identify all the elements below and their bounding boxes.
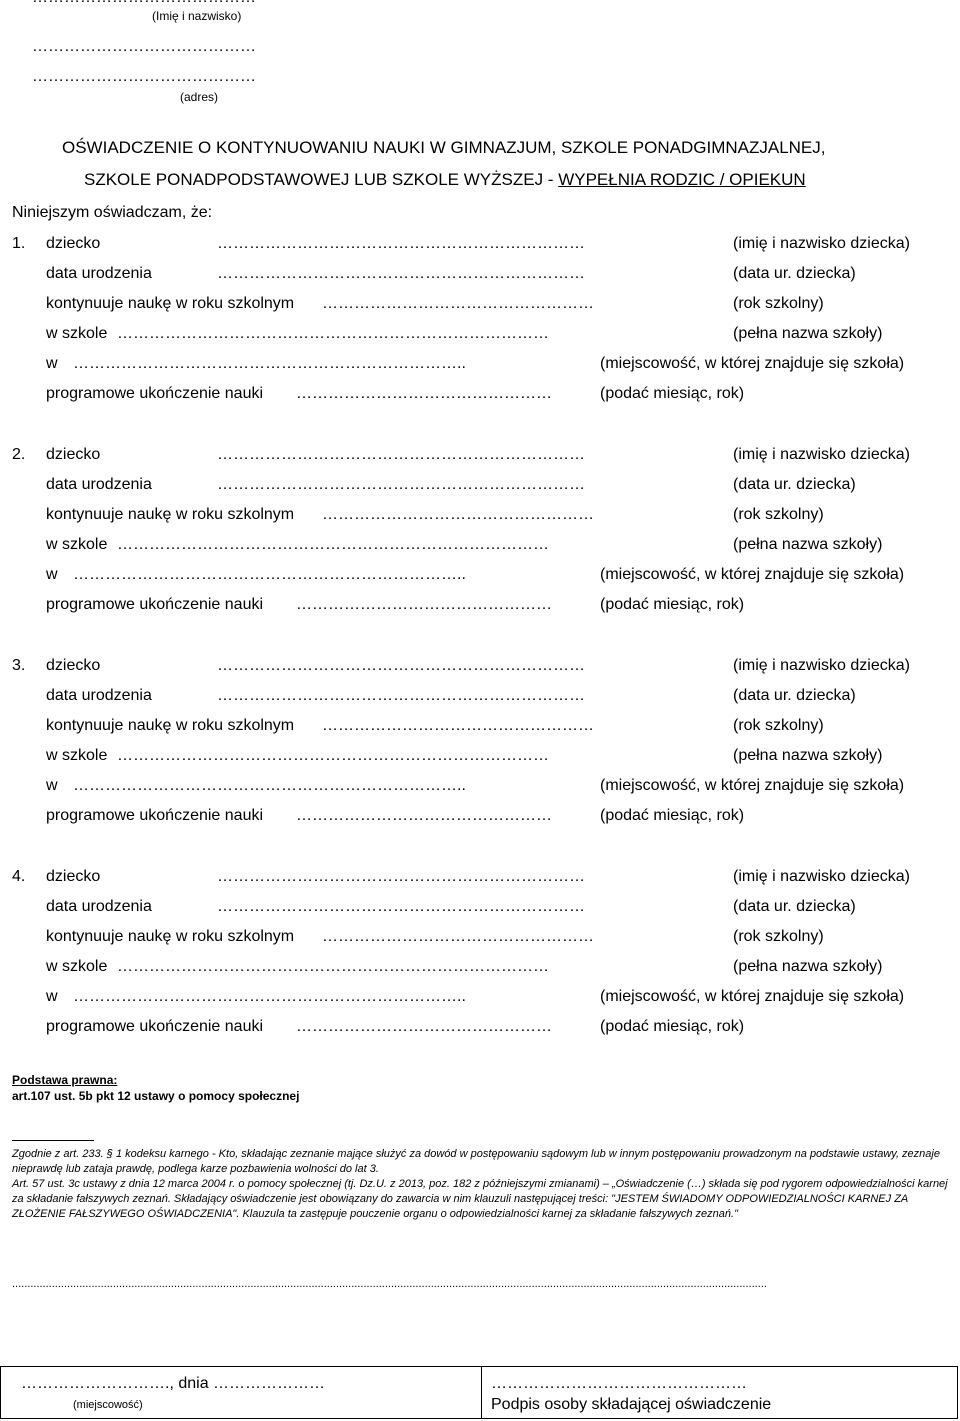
field-label: w [46, 777, 58, 794]
title-line-2 [84, 170, 806, 190]
field-hint: (pełna nazwa szkoły) [733, 747, 883, 764]
title-line-2-prefix: SZKOLE PONADPODSTAWOWEJ LUB SZKOLE WYŻSZEJ - [84, 170, 559, 189]
field-label: w [46, 355, 58, 372]
fill-in-line[interactable]: …………………………………………………………… [217, 657, 585, 674]
fill-in-line[interactable]: …………………………………………………………… [217, 898, 585, 915]
legal-heading: Podstawa prawna: [12, 1073, 118, 1087]
field-label: programowe ukończenie nauki [46, 1018, 264, 1035]
field-label: w szkole [46, 325, 108, 342]
title-line-2-underlined: WYPEŁNIA RODZIC / OPIEKUN [558, 170, 806, 189]
signature-divider [481, 1367, 482, 1418]
fill-in-line[interactable]: ……………………………………………………………….. [73, 566, 466, 583]
field-label: kontynuuje naukę w roku szkolnym [46, 717, 295, 734]
field-label: kontynuuje naukę w roku szkolnym [46, 295, 295, 312]
fill-in-line[interactable]: ………………………………………… [296, 385, 552, 402]
field-hint: (pełna nazwa szkoły) [733, 958, 883, 975]
address-label: (adres) [180, 90, 219, 104]
field-hint: (imię i nazwisko dziecka) [733, 446, 910, 463]
footnote-rule [12, 1140, 94, 1141]
field-hint: (miejscowość, w której znajduje się szkoła) [600, 566, 905, 583]
fill-in-line[interactable]: ……………………………………………………………….. [73, 355, 466, 372]
field-hint: (rok szkolny) [733, 928, 824, 945]
fill-in-line[interactable]: …………………………………………… [322, 295, 594, 312]
child-number: 4. [12, 868, 26, 885]
fill-in-line[interactable]: …………………………………………………………… [217, 235, 585, 252]
fill-in-line[interactable]: ………………………………………… [296, 807, 552, 824]
field-hint: (podać miesiąc, rok) [600, 1018, 745, 1035]
fill-in-line[interactable]: …………………………………………………………… [217, 868, 585, 885]
name-label: (Imię i nazwisko) [152, 9, 242, 23]
field-hint: (miejscowość, w której znajduje się szkoła) [600, 355, 905, 372]
field-label: w szkole [46, 747, 108, 764]
fill-in-line[interactable]: ………………………………………… [296, 596, 552, 613]
field-label: data urodzenia [46, 476, 152, 493]
legal-text: art.107 ust. 5b pkt 12 ustawy o pomocy społecznej [12, 1089, 300, 1103]
fill-in-line[interactable]: ……………………………………………………………………… [117, 958, 549, 975]
fill-in-line[interactable]: …………………………………………… [322, 717, 594, 734]
field-hint: (podać miesiąc, rok) [600, 385, 745, 402]
separator-dots: ....................................................................................................................................................................................................................................................... [12, 1278, 767, 1290]
field-hint: (data ur. dziecka) [733, 687, 856, 704]
field-label: data urodzenia [46, 265, 152, 282]
address-dots-1: …………………………………… [32, 38, 256, 55]
field-hint: (data ur. dziecka) [733, 476, 856, 493]
place-label: (miejscowość) [73, 1399, 143, 1411]
intro-text: Niniejszym oświadczam, że: [12, 204, 213, 221]
fill-in-line[interactable]: ……………………………………………………………….. [73, 988, 466, 1005]
field-label: data urodzenia [46, 687, 152, 704]
field-label: kontynuuje naukę w roku szkolnym [46, 928, 295, 945]
fill-in-line[interactable]: ………………………………………… [296, 1018, 552, 1035]
field-label: data urodzenia [46, 898, 152, 915]
field-label: programowe ukończenie nauki [46, 596, 264, 613]
field-label: dziecko [46, 868, 101, 885]
field-label: kontynuuje naukę w roku szkolnym [46, 506, 295, 523]
field-label: w szkole [46, 958, 108, 975]
fill-in-line[interactable]: ……………………………………………………………….. [73, 777, 466, 794]
fill-in-line[interactable]: …………………………………………………………… [217, 446, 585, 463]
fill-in-line[interactable]: …………………………………………… [322, 506, 594, 523]
footnote-paragraph-2: Art. 57 ust. 3c ustawy z dnia 12 marca 2004 r. o pomocy społecznej (tj. Dz.U. z 2013, poz. 182 z późniejszymi zmianami) – „Oświadczenie (…) składa się pod rygorem odpowiedzialności karnej za składanie fałszywych zeznań. Składający oświadczenie jest obowiązany do zawarcia w nim klauzuli następującej treści: "JESTEM ŚWIADOMY ODPOWIEDZIALNOŚCI KARNEJ ZA ZŁOŻENIE FAŁSZYWEGO OŚWIADCZENIA". Klauzula ta zastępuje pouczenie organu o odpowiedzialności karnej za składanie fałszywych zeznań." [12, 1178, 948, 1220]
field-label: programowe ukończenie nauki [46, 385, 264, 402]
name-dots [32, 0, 256, 7]
child-number: 2. [12, 446, 26, 463]
field-hint: (imię i nazwisko dziecka) [733, 235, 910, 252]
field-hint: (podać miesiąc, rok) [600, 807, 745, 824]
field-hint: (rok szkolny) [733, 506, 824, 523]
child-number: 1. [12, 235, 26, 252]
fill-in-line[interactable]: ……………………………………………………………………… [117, 747, 549, 764]
field-label: dziecko [46, 446, 101, 463]
place-date-field: ………………………., dnia ………………… [21, 1375, 326, 1392]
field-hint: (data ur. dziecka) [733, 898, 856, 915]
fill-in-line[interactable]: …………………………………………… [322, 928, 594, 945]
title-line-1: OŚWIADCZENIE O KONTYNUOWANIU NAUKI W GIMNAZJUM, SZKOLE PONADGIMNAZJALNEJ, [62, 138, 826, 157]
field-hint: (podać miesiąc, rok) [600, 596, 745, 613]
fill-in-line[interactable]: …………………………………………………………… [217, 265, 585, 282]
field-hint: (imię i nazwisko dziecka) [733, 868, 910, 885]
fill-in-line[interactable]: ……………………………………………………………………… [117, 325, 549, 342]
field-label: w [46, 988, 58, 1005]
field-hint: (miejscowość, w której znajduje się szkoła) [600, 777, 905, 794]
address-dots-2: …………………………………… [32, 68, 256, 85]
footnote [12, 1147, 948, 1222]
child-number: 3. [12, 657, 26, 674]
fill-in-line[interactable]: …………………………………………………………… [217, 687, 585, 704]
signature-label: Podpis osoby składającej oświadczenie [491, 1396, 772, 1413]
signature-box [0, 1366, 958, 1419]
field-hint: (data ur. dziecka) [733, 265, 856, 282]
field-hint: (pełna nazwa szkoły) [733, 536, 883, 553]
field-label: dziecko [46, 657, 101, 674]
signature-field: ………………………………………… [491, 1375, 747, 1392]
field-hint: (rok szkolny) [733, 717, 824, 734]
field-hint: (imię i nazwisko dziecka) [733, 657, 910, 674]
field-hint: (miejscowość, w której znajduje się szkoła) [600, 988, 905, 1005]
field-label: dziecko [46, 235, 101, 252]
fill-in-line[interactable]: …………………………………………………………… [217, 476, 585, 493]
field-label: w szkole [46, 536, 108, 553]
footnote-paragraph-1: Zgodnie z art. 233. § 1 kodeksu karnego - Kto, składając zeznanie mające służyć za dowód w postępowaniu sądowym lub w innym postępowaniu prowadzonym na podstawie ustawy, zeznaje nieprawdę lub zataja prawdę, podlega karze pozbawienia wolności do lat 3. [12, 1148, 940, 1175]
field-hint: (pełna nazwa szkoły) [733, 325, 883, 342]
field-hint: (rok szkolny) [733, 295, 824, 312]
field-label: w [46, 566, 58, 583]
field-label: programowe ukończenie nauki [46, 807, 264, 824]
fill-in-line[interactable]: ……………………………………………………………………… [117, 536, 549, 553]
